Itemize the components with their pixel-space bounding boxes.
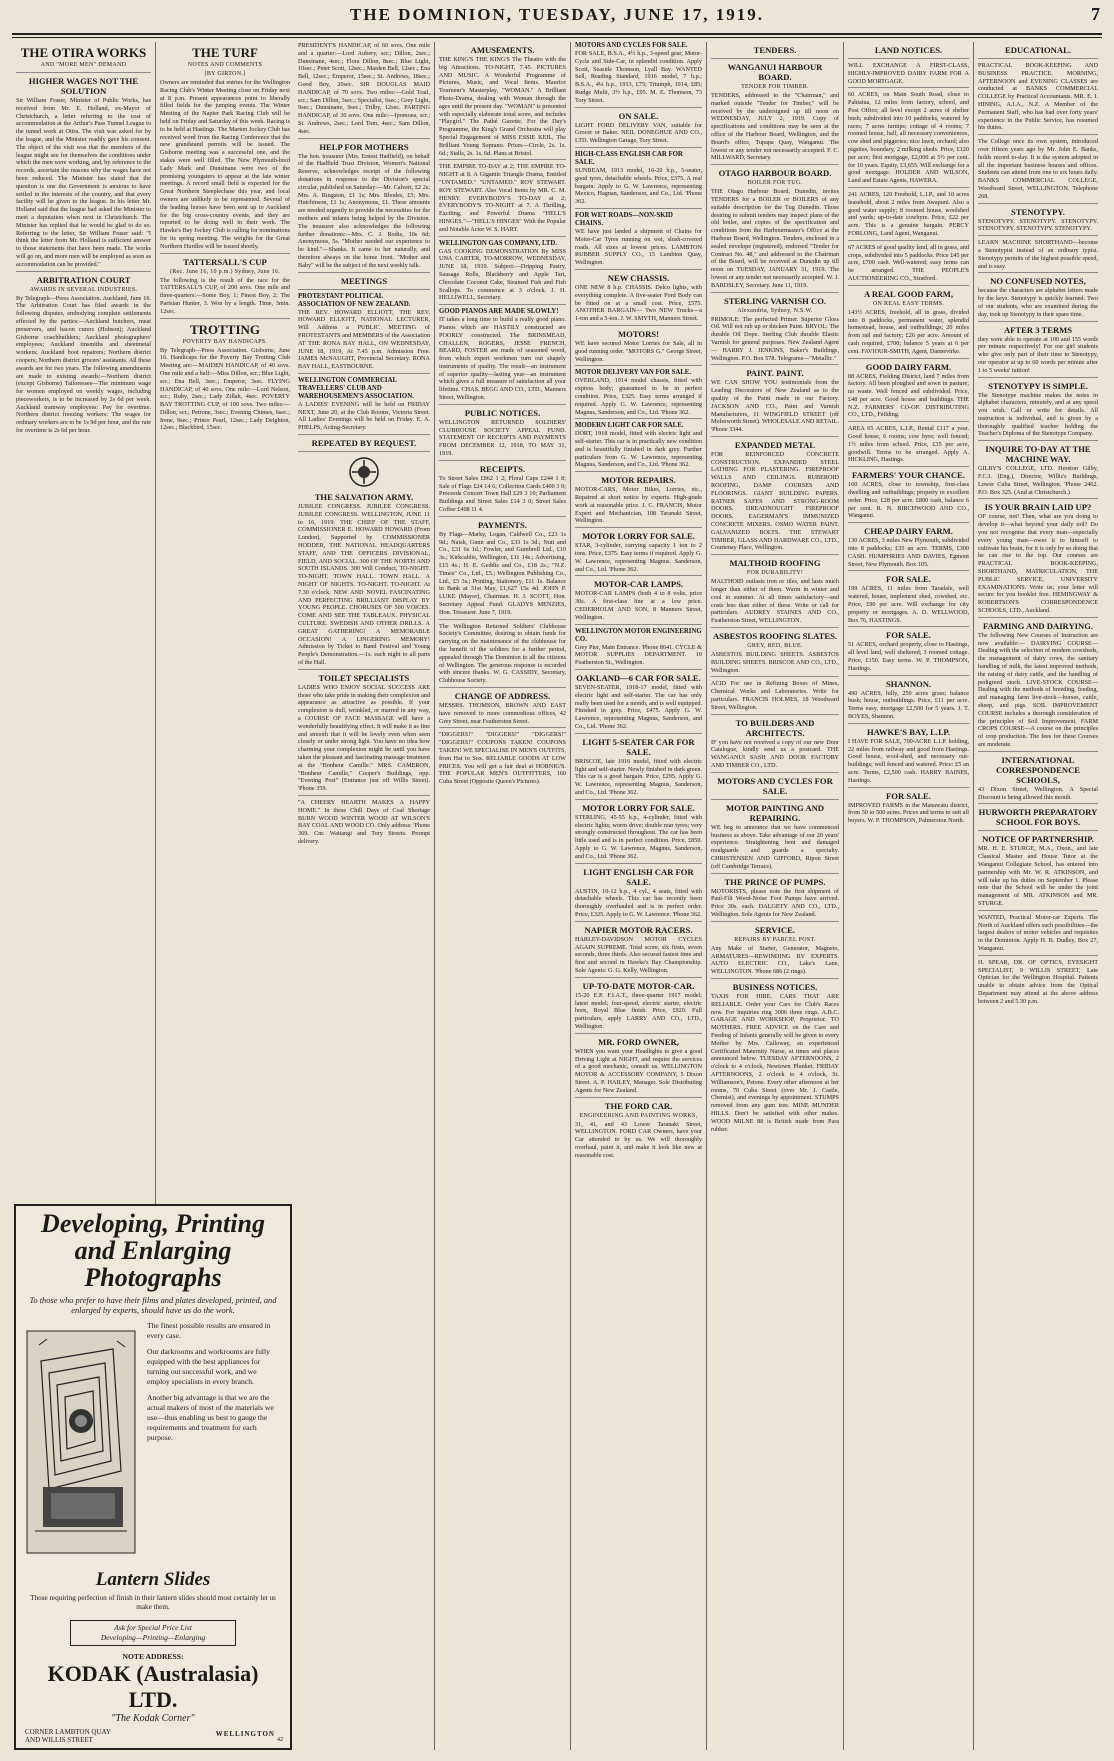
article-body: The hon. treasurer (Mrs. Ernest Hadfield), on behalf of the Hadfield Trust Division, Women's National Reserve, acknowledges receipt of the following donations in response to the Division's special circular, published on Saturday:—Mr. Calvert, £2 2s; Mrs. A. Ringston, £1 1s; Mrs. Rhodes, £5; Mrs. Hutchinson, £1 1s; Anonymous, £1. These amounts are needed urgently to provide the necessities for the mothers and infants being helped by the Division. The treasurer also acknowledges the following further donations:—Mrs. C. J. Rodie, 10s 6d; Anonymous, 5s. "Mother needed our experience to be kind."—Shanks. It came to her naturally, and therefore always on the home front. "Mother and Baby" will be the subject of the next weekly talk. [298,152,430,269]
ad-body: IMPROVED FARMS in the Manawatu district, from 50 to 500 acres. Prices and terms to suit all buyers. W. P. THOMPSON, Palmerston North. [848,801,969,825]
ad-protestant-association [298,293,430,374]
ad-headline: SERVICE. [754,924,796,935]
ad-body: GILBY'S COLLEGE, LTD. Hereton Gilby, F.C.I. (Eng.), Director, Willis's Buildings, Lower Cuba Street, Wellington. 'Phone 2462. P.O. Box 325. (And at Christchurch.) [978,465,1098,496]
price-list-line-1: Ask for Special Price List [114,1623,192,1632]
lantern-slides-blurb: Those requiring perfection of finish in their lantern slides should most certainly let us make them. [30,1594,276,1611]
edu-banks-college [978,138,1098,203]
ad-body: WE beg to announce that we have commenced business as above. Take advantage of our 20 years' experience. Straightening bent and damaged mudguards and guards a specialty. CHRISTENSEN AND GIFFORD, Ripon Street (off Cambridge Terrace). [711,823,839,870]
ad-empire-everybodys [439,163,566,236]
ad-body: ASBESTOS BUILDING SHEETS. ASBESTOS BUILDING SHEETS. BRISCOE AND CO., LTD., Wellington. [711,651,839,674]
article-subhead: AND "MORE MEN" DEMAND [40,62,127,68]
article-headline: HIGHER WAGES NOT THE SOLUTION [28,76,139,96]
ad-motor-4 [575,212,702,270]
ad-headline: STERLING VARNISH CO. [723,295,827,306]
ad-body: Grey Pier, Main Entrance. 'Phone 8641. CYCLE & MOTOR SUPPLIES DEPARTMENT. 10 Featherston St., Wellington. [575,643,702,667]
ad-motor-8 [575,422,702,472]
ad-headline: MOTOR LORRY FOR SALE. [582,531,695,542]
ad-subhead: ENGINEERING AND PAINTING WORKS, [579,1112,698,1119]
land-shannon [848,679,969,724]
ad-body: FOR SALE, B.S.A., 4½ h.p., 3-speed gear, Motor-Cycle and Side-Car, in splendid condition. Apply Scott, Seaside Thomson, Lyall Bay. WANTED Sell, Reading Standard, 1916 model, 7 h.p.; B.S.A., 4¼ h.p., 1913, £75; Triumph, 1914, £85; Rudge Multi, 3½ h.p., £95. M. E. Thomson, 73 Tory Street. [575,50,702,104]
ad-motor-6 [575,329,702,366]
ad-headline: GOOD PIANOS ARE MADE SLOWLY! [439,308,559,316]
ad-expanded-metal [711,440,839,555]
land-improved-farms [848,791,969,827]
kodak-ad-middle [21,1321,285,1565]
ad-headline: UP-TO-DATE MOTOR-CAR. [582,980,695,991]
ad-diggers-hornigs [439,731,566,788]
ad-body: IT takes a long time to build a really good piano. Pianos which are HASTILY constructed are POORLY constructed. The BRINSMEAD, CHALLEN, ROGERS, JESSE FRENCH, BEARD, FOSTER are made of seasoned wood, from which expert workmen turn out shapely instruments of quality. The result—an instrument of superior quality—lasting year—an instrument which gives a full measure of satisfaction all your lifetime. CHAS. BEGG AND CO., LTD., Manners Street, Wellington. [439,316,566,402]
section-educational [978,45,1098,59]
article-body: Owners are reminded that entries for the Wellington Racing Club's Winter Meeting close on Friday next at 8 p.m. Present appearances point to liberally filled fields for the jumping events. The Winter Meeting of the Napier Park Racing Club will be held on Friday and Saturday of this week. Racing is to be held at Hastings. The Marton Jockey Club has received word from the Racing Conference that the new grandstand permits will be issued. The Gisborne meeting was a successful one, and the stakes were well filled. The New Plymouth-bred Lady Mark and Dunsinane were two of the promising youngsters to appear at the late winter meetings. A record small field is expected for the Great Northern Steeplechase this year, and local owners are unlikely to be represented. Several of the leading horses have been sent up to Auckland for the big cross-country events, and they are reported to be doing well in their work. The Hawke's Bay Jockey Club is calling for nominations for its spring meeting. The weights for the Great Northern Hurdles will be issued shortly. [160,79,290,250]
article-otira-works [16,45,151,73]
masthead-rule [12,33,1102,38]
column-6 [706,42,843,1750]
edu-machine-shorthand [978,239,1098,273]
ad-headline: MOTOR LORRY FOR SALE. [582,802,695,813]
ad-body: WE have just landed a shipment of Chains for Motor-Car Tyres running on wet, slush-covered roads. All sizes at lowest prices. LAMBTON RUBBER SUPPLY CO., 15 Lambton Quay, Wellington. [575,227,702,267]
article-body: By Telegraph—Press Association. Auckland, June 16. The Arbitration Court has filed awards in the following disputes, embodying complete settlements effected by the parties:—Auckland butchers, meat preservers, and bacon curers (Hobson); Auckland Gisborne coachbuilders; Auckland photographers' employees; Auckland tinsmiths and sheetmetal workers; Auckland boot repairers; Northern district coopers; Northern district grocers' assistants. All these awards are for two years. The following amendments are made to existing awards:—Northern district (except Gisborne) Tailoresses—The minimum wage for women employed on weekly wages, including pieceworkers, is to be increased by 2s 6d per week. Auckland tramway employees: Pay for overtime. Northern district freezing workers: The wages for ordinary workers are to be 1s 9d per hour, and the rate for overtime is 2s 6d per hour. [16,294,151,435]
ad-body: BRISCOE, late 1916 model, fitted with electric light and self-starter. Newly finished in dark green. This car is a good bargain. Price, £295. Apply G. W. Lawrence, representing Magnus, Sanderson, and Co., Ltd. 'Phone 362. [575,757,702,796]
ad-good-pianos [439,308,566,405]
ad-subhead: TENDER FOR TIMBER. [741,84,809,90]
ad-body: Any Make of Starter, Generator, Magneto, ARMATURES—REWINDING BY EXPERTS. AUTO ELECTRIC CO., Lake's Lane, WELLINGTON. 'Phone 686 (2 rings). [711,944,839,976]
ad-repeated-by-request [298,438,430,452]
edu-stenotypy-banner [978,207,1098,237]
ad-motor-painting [711,803,839,874]
ad-headline: LIGHT 5-SEATER CAR FOR SALE. [582,736,695,757]
section-meetings [298,276,430,290]
ad-headline: NAPIER MOTOR RACERS. [584,924,693,935]
ad-headline: WELLINGTON COMMERCIAL TRAVELLERS' CLUB AND WAREHOUSEMEN'S ASSOCIATION. [298,376,414,400]
ad-headline: STENOTYPY. [1011,206,1065,217]
ad-body: TENDERS, addressed to the "Chairman," and marked outside "Tender for Timber," will be received by the undersigned up till noon on WEDNESDAY, JULY 2, 1919. Copy of specifications and conditions may be seen at the office of the Harbour Board, Wellington, and the Board's office, Tupapa Quay, Wanganui. The lowest or any tender not necessarily accepted. F. C. MILLWARD, Secretary. [711,92,839,162]
ad-headline: PAINT. PAINT. [746,368,804,379]
article-headline: THE OTIRA WORKS [20,45,147,60]
ad-body: The College once its own system, introduced over fifteen years ago by Mr. John E. Banks, holds record to-day. It is the system adopted in all the important business houses and offices. Students can attend from one to six hours daily. BANKS COMMERCIAL COLLEGE, Woodward Street, WELLINGTON. Telephone 268. [978,138,1098,200]
article-higher-wages [16,76,151,272]
article-tattersalls-cup [160,257,290,319]
article-help-for-mothers [298,142,430,273]
ad-headline: FARMING AND DAIRYING. [982,620,1094,631]
ad-headline: SHANNON. [885,678,932,689]
column-7 [843,42,973,1750]
section-headline: BUSINESS NOTICES. [732,981,818,992]
ad-paint [711,368,839,437]
ad-headline: THE SALVATION ARMY. [314,492,414,503]
ad-headline: MOTOR PAINTING AND REPAIRING. [725,802,825,823]
article-subhead: NOTES AND COMMENTS [187,62,263,68]
ad-body: TAXIS FOR HIRE. CARS THAT ARE RELIABLE. Order your Cars for Club's Races now. For inquiries ring 3006 three rings. A.B.C. GARAGE AND WORKSHOP, Proprietor. TO MOTHERS. FREE ADVICE on the Care and Feeding of Infants generally will be given to every Mother by Mrs. Calloway, an experienced Certificated Maternity Nurse, at times and places announced below. TUESDAY AFTERNOONS, 2 o'clock to 4 o'clock, Newtown Plunket. FRIDAY AFTERNOONS, 2 o'clock to 4 o'clock, St. Williamson's, Petone. Every other afternoon at her rooms, 70 Cuba Street (over Mr. J. Castle, Chemist), and evenings by appointment. STUMPS removed from any gum tree. MINE MUNDER HILLS. Don't be satisfied with other makes. WOOD MILNE 88 is British made from Para rubber. [711,992,839,1133]
ad-headline: A REAL GOOD FARM, [863,288,954,299]
ad-motor-14 [575,737,702,800]
ad-body: HARLEY-DAVIDSON MOTOR CYCLES AGAIN SUPREME. Total score, six firsts, seven seconds, three thirds. Also secured fastest time and first and second in Hawke's Bay Championship. Sole Agents: G. G. Kelly, Wellington. [575,935,702,974]
land-hawkes-bay [848,727,969,788]
lantern-slides-heading: Lantern Slides [95,1569,211,1590]
article-arbitration-court [16,275,151,437]
ad-prince-of-pumps [711,877,839,922]
ad-body: The Stenotype machine makes the notes in alphabet characters, minutely, and at any speed you wish. Call or write for details. All instruction is individual, and is given by a thoroughly qualified teacher holding the Teacher's Diploma of the Stenotype Company. [978,391,1098,438]
notice-payments [439,520,566,620]
article-body: Sir William Fraser, Minister of Public Works, has received from Mr. E. Holland, ex-Mayor of Christchurch, a letter referring to the cost of accommodation at the Arthur's Pass Tunnel League to the tunnel work at Otira. The visit was asked for by the league, and the Minister readily gave his consent. The object of the visit was that the members of the league might see for themselves the conditions under which the men were working, and, by reference to the records, ascertain the reasons why the wages have not been reduced. The Minister has stated that the question is one the Government is anxious to have settled in the interests of the country, and that every facility will be given to the league. In his letter Mr. Holland said that the league had asked the Minister to meet a deputation when next in Christchurch. The Minister has replied that he would be glad to do so. Referring to the letter, Sir William Fraser said: "I think the letter from Mr. Holland is sufficient answer to those statements that have been made. The works will go on, and more men will be employed as soon as accommodation can be provided." [16,97,151,268]
ad-headline: AFTER 3 TERMS [1003,324,1073,335]
ad-body: 60 ACRES, on Main South Road, close to Pahiatua, 12 miles from factory, school, and Post Office; all level except 2 acres of shelter bush; subdivided into 10 paddocks, watered by races; 7 acres turnips; cottage of 4 rooms; 7 roomed house, hall, all necessary conveniences, cow shed and piggeries; nice lawn, orchard; also pigsties, boundary, 2 milking sheds. Price, £120 per acre; first mortgage, £2,000 at 5½ per cent. for 10 years. Equity, £3,655. Will exchange for a good mortgage. HOLDER AND WILSON, Land and Estate Agents, HAWERA. [848,91,969,185]
ad-headline: TO BUILDERS AND ARCHITECTS. [735,717,815,738]
article-headline: HELP FOR MOTHERS [319,141,409,152]
notice-change-of-address [439,691,566,728]
ad-motor-7 [575,369,702,419]
ad-body: 241 ACRES, 120 Freehold, L.I.P., and 10 acres leasehold, about 2 miles from Awapuni. Also a good water supply; 8 roomed house, woolshed and yards; up-to-date cowbyre. Price, £22 per acre. This is a genuine bargain. PERCY FORLONG, Land Agent, Wanganui. [848,190,969,237]
ad-motor-17 [575,925,702,978]
section-tenders [711,45,839,59]
ad-body: 199 ACRES, 11 miles from Taradale, well watered, house, implement shed, cowshed, etc. Price, £90 per acre. Will exchange for city property or mortgages. A. D. WELLWOOD, Box 76, HASTINGS. [848,585,969,624]
salvation-army-crest-icon [347,455,381,489]
masthead-date: THE DOMINION, TUESDAY, JUNE 17, 1919. [350,5,764,24]
ad-asbestos-slates [711,631,839,677]
ad-subhead: FOR DURABILITY! [746,570,804,577]
ad-motor-18 [575,981,702,1034]
notice-body: By Flags—Marky, Logan, Caldwell Co., £23 1s 9d.; Naish, Gunn and Co., £33 1s 3d.; Nutt and Co., £31 6s 1d.; Fowler, and Gumbrell Ltd., £10 3s.; Kirkcaldie, Wellington, £11 14s.; Advertising, £15 4s.; H. E. Geddis and Co., £18 2s.; "N.Z. Times" Co., Ltd., £5.; Wellington Publishing Co., Ltd., £5 3s.; Printing, Stationery, £11 1s. Balance in Bank at 31st May, £1,627 15s 4d. JOHN P. LUKE (Mayor), Chairman. H. J. SCOTT, Hon. Secretary Appeal Fund. GLADYS MENZIES, Hon. Treasurer. June 7, 1919. [439,530,566,616]
ad-headline: IS YOUR BRAIN LAID UP? [984,502,1092,513]
land-for-sale-51 [848,630,969,675]
ad-body: LEARN MACHINE SHORTHAND—become a Stenotypist instead of an ordinary typist. Stenotypy permits of the highest possible speed, and is easy. [978,239,1098,270]
ad-headline: THE PRINCE OF PUMPS. [724,876,826,887]
land-for-sale-199 [848,574,969,627]
ad-toilet-specialists [298,673,430,796]
ad-body: THE KING'S THE KING'S The Theatre with the big Attractions. TO-NIGHT, 7.45. PICTURES AND MUSIC. A Wonderful Programme of Pictures, Music, and Vocal Items. Maurice Tourneur's Masterplay, "WOMAN." A Brilliant Photo-Drama, dealing with Woman through the ages until the present day. "WOMAN" is presented with especially elaborate tonal score, and includes "Playgirl." The Pathé Gazette. For the Day's Programme, the King's Grand Orchestra will play Special Engagement of MISS ESSIE KEIL, The Brilliant Young Soprano. Prices—Circle, 2s. 1s. 6d.; Stalls, 2s. 1s. 6d. Plans at Bristol. [439,56,566,157]
ad-subhead: BOILER FOR TUG. [747,180,803,187]
ad-body: 490 ACRES, hilly, 250 acres grass; balance bush; house, outbuildings. Price, £11 per acre. Terms easy, mortgage £2,500 for 5 years. J. T. BOYES, Shannon. [848,689,969,720]
ad-headline: FOR SALE. [886,790,931,801]
ad-headline: HIGH-CLASS ENGLISH CAR FOR SALE. [575,150,683,166]
kodak-address-line-1: CORNER LAMBTON QUAY [25,1728,111,1736]
ad-body: ONE NEW 8 h.p. CHASSIS. Delco lights, with everything complete. A five-seater Ford Body can be fitted on at a small cost. Price, £575. ANOTHER BARGAIN— Two NEW Trucks—a 1-ton and a 5-ton. J. W. SMYTH, Manners Street. [575,283,702,323]
ad-body: JUBILEE CONGRESS. JUBILEE CONGRESS. JUBILEE CONGRESS. WELLINGTON, JUNE 11 to 16, 1919. THE CHIEF OF THE STAFF, COMMISSIONER E. HOWARD HOWARD (From London), Supported by COMMISSIONER HODDER, THE NATIONAL HEADQUARTERS STAFF, AND THE OFFICERS DIVISIONAL, FIELD, AND SOCIAL. 300 OF THE NORTH AND SOUTH ISLANDS. 300 Will Conduct, TO-NIGHT. TO-NIGHT. TOWN HALL. TOWN HALL. A NIGHT OF NIGHTS. TO-NIGHT. TO-NIGHT. At 7.30 o'clock. NEW AND NOVEL FASCINATING AND PERFECTING BRILLIANT DISPLAY BY YOUNG PEOPLE. CHORUSES OF 500 VOICES. COME AND SEE THE TABLEAUX. PHYSICAL CULTURE. SWEDISH AND OTHER DRILLS. A GREAT GATHERING! A MEMORABLE OCCASION! A LINGERING MEMORY! Admission by Ticket to Band Festival and Young People's Demonstration.—1s. each night to all parts of the Hall. [298,503,430,667]
edu-inquire-today [978,444,1098,499]
section-business-notices [711,982,839,1135]
kodak-address-line-2: AND WILLIS STREET [25,1736,93,1744]
edu-after-3-terms [978,325,1098,378]
ad-body: STAR, 3-cylinder, carrying capacity 1 ton to 2 tons. Price, £375. Easy terms if required. Apply G. W. Lawrence, representing Magnus, Sanderson, and Co., Ltd. 'Phone 362. [575,542,702,573]
land-area-65 [848,425,969,467]
ad-motor-9 [575,475,702,528]
ad-motor-20 [575,1101,702,1162]
ad-subhead: Alexandria, Sydney, N.S.W. [737,307,813,314]
ad-motor-12 [575,628,702,670]
article-headline: ARBITRATION COURT [36,274,131,285]
article-subhead: POVERTY BAY HANDICAPS. [182,338,268,345]
ad-body: AREA 65 ACRES, L.I.P., Rental £117 a year. Good house, 6 rooms; cow byre; well fenced; 1½ miles from school. Price, £35 per acre, goodwill. Terms to be arranged. Apply A. HICKLING, Hastings. [848,425,969,464]
edu-partnership [978,834,1098,910]
ad-body: SUNBEAM, 1913 model, 16-20 h.p., 5-seater, good tyres, detachable wheels. Price, £375. A real bargain. Apply to G. W. Lawrence, representing Mexico, Hagnan, Sanderson, and Co., Ltd. 'Phone 362. [575,166,702,206]
ad-body: 88 ACRES, Fielding District, land 7 miles from factory. All been ploughed and sown in pasture; no waste. Well fenced and subdivided. Price, £48 per acre. Good house and buildings. THE N.Z. FARMERS' CO-OP. DISTRIBUTING CO., LTD., Feilding. [848,372,969,419]
ad-motor-5 [575,273,702,326]
ad-motor-2 [575,111,702,148]
ad-subhead: ON REAL EASY TERMS. [872,300,945,307]
article-body: PRESIDENT'S HANDICAP, of 60 sovs. One mile and a quarter:—Lord Aubery, scr.; Dillon, 2sec.; Dunsinane, 4sec.; Flora Dillon, 8sec.; Blue Light, 10sec.; Peter Scott, 12sec.; Maiden Bell, 12sec.; Ena Bell, 12sec.; Emperor, 15sec.; St. Andrews, 18sec.; Good Boy, 20sec. SIR DOUGLAS MAID HANDICAP, of 70 sovs. Two miles:—Gold Trail, scr.; Sam Dillon, 3sec.; Specialist, 6sec.; Grey Light, 9sec.; Dunsinane, 9sec.; Trilby, 12sec. PARTING HANDICAP, of 30 sovs. One mile:—Ipomoea, scr.; St. Andrews, 2sec.; Lord Tom, 4sec.; Sam Dillon, 4sec. [298,42,430,135]
land-real-good-farm [848,289,969,359]
ad-headline: INTERNATIONAL CORRESPONDENCE SCHOOLS, [995,754,1081,785]
ad-body: THE Otago Harbour Board, Dunedin, invites TENDERS for a BOILER or BOILERS of any suitable description for the Tug Dunedin. Those desiring to submit tenders may inspect plans of the old boiler, and copies of the specification and conditions from the Harbourmaster's Office at the Harbour Board, Wellington. Tenders, enclosed in a sealed envelope (registered), endorsed "Tender for Contract No. 48," and addressed to the Chairman of the Board, will be received at Dunedin up till noon on TUESDAY, JANUARY 31, 1919. The lowest or any tender not necessarily accepted. W. J. BARDSLEY, Secretary. June 11, 1919. [711,188,839,289]
ad-body: H. SPEAR, DR. OF OPTICS, EYESIGHT SPECIALIST, 9 WILLIS STREET, Late Optician for the Wellington Hospital. Patients unable to obtain advice from the Optical Department may attend at the above address between 2 and 5.30 p.m. [978,958,1098,1005]
ad-malthoid-roofing [711,558,839,628]
notice-headline: PAYMENTS. [478,519,527,530]
ad-reference-number: 42 [277,1737,283,1743]
article-the-turf [160,45,290,254]
notice-public-notices [439,408,566,461]
ad-body: LIGHT FORD DELIVERY VAN, suitable for Grocer or Baker. NEIL DONEGHUE AND CO., LTD. Wellington Garage, Tory Street. [575,121,702,145]
ad-motor-15 [575,803,702,864]
ad-headline: HAWKE'S BAY, L.I.P. [866,726,951,737]
ad-body: PRIMOLE: The perfected Primer. Superior Gloss Oil. Will not rub up or thicken Paint. BRYOL: The durable Oil Dope. Sterling Club durable Elastic Varnish for general purposes. New Zealand Agent— HARRY J. JENKINS, Baker's Buildings, Wellington. P.O. Box 578. Telegrams—"Metallic." [711,315,839,362]
section-headline: PUBLIC NOTICES. [464,407,541,418]
edu-hurworth [978,807,1098,831]
notice-body: WELLINGTON RETURNED SOLDIERS' CLUBHOUSE SOCIETY APPEAL FUND. STATEMENT OF RECEIPTS AND PAYMENTS FROM DECEMBER 12, 1918, TO MAY 31, 1919. [439,418,566,458]
kodak-brand-name: KODAK (Australasia) LTD. [47,1661,259,1712]
kodak-ad-frame [14,1204,292,1750]
ad-body: 130 ACRES, 3 miles New Plymouth, subdivided into 8 paddocks; £35 an acre. TERMS, £300 CASH. HUMPHRIES AND DAVIES, Egmont Street, New Plymouth. Box 105. [848,537,969,568]
notice-body: The Wellington Returned Soldiers' Clubhouse Society's Committee, desiring to obtain funds for carrying on the maintenance of the clubhouse for the benefit of the soldiers for a further period, appealed through The Dominion to all the citizens of Wellington. The generous response is recorded with sincere thanks. W. G. CASSIDY, Secretary, Clubhouse Society. [439,622,566,685]
ad-body: WILL EXCHANGE A FIRST-CLASS, HIGHLY-IMPROVED DAIRY FARM FOR A GOOD MORTGAGE. [848,62,969,85]
ad-body: I HAVE FOR SALE, 700-ACRE L.I.P. holding, 22 miles from railway and good from Hastings. Good house, wool-shed, and necessary out-buildings; well fenced and watered. Price: £5 an acre. Terms, £2,500 cash. HARRY BAINES, Hastings. [848,737,969,784]
ad-body: STERLING, 45-55 h.p., 4-cylinder, fitted with electric lights; worm drive; double rear tyres; very strongly constructed throughout. The car has been little used and is in perfect condition. Price, £850. Apply to G. W. Lawrence, Magnus, Sanderson, and Co., Ltd. 'Phone 362. [575,813,702,860]
article-subhead: (Rec. June 16, 10 p.m.) Sydney, June 16. [169,268,281,275]
notice-headline: CHANGE OF ADDRESS. [454,690,551,701]
kodak-ad-intro: To those who prefer to have their films and plates developed, printed, and enlarged by experts, should have us do the work. [29,1296,277,1315]
kodak-ad-blurbs [147,1321,275,1449]
ad-headline: PROTESTANT POLITICAL ASSOCIATION OF NEW ZEALAND. [298,292,411,308]
ad-headline: FOR SALE. [886,574,931,585]
column-5 [570,42,706,1750]
ad-body: MOTOR-CAR LAMPS (both 4 to 8 volts, price 30s. A first-class line at a low price. CEDERHOLM AND SON, 8 Manners Street, Wellington. [575,590,702,621]
edu-wanted [978,914,1098,956]
kodak-blurb-workrooms: Our darkrooms and workrooms are fully equipped with the best appliances for turning out successful work, and we employ specialists in every branch. [147,1347,270,1386]
ad-body: LADIES WHO ENJOY SOCIAL SUCCESS ARE those who take pride in making their complexion and appearance as attractive as possible. If your complexion is dull, wrinkled, or marred in any way, a COURSE OF FACE MASSAGE will have a wonderfully beautifying effect. It will make it as fine and smooth that it will be lovely even when seen closely or under strong light. You have no idea how charming your complexion might be until you have taken the pleasant and fascinating massage treatment at the "Bonheur Camille." MRS. CAMERON, "Bonheur Camille," Cooper's Buildings, opp. "Evening Post" (Entrance just off Willis Street). 'Phone 359. [298,683,430,793]
section-headline: MOTORS AND CYCLES FOR SALE. [717,775,833,796]
ad-body: OVERLAND, 1914 model chassis, fitted with express body; guaranteed to be in perfect condition. Price, £325. Easy terms arranged if required. Apply G. W. Lawrence, representing Magnus, Sanderson, and Co., Ltd. 'Phone 362. [575,377,702,416]
land-cheap-dairy-farm [848,526,969,571]
page-number: 7 [1091,4,1100,24]
kodak-advertisement [14,1200,292,1750]
ad-body: WANTED, Practical Motor-car Experts. The North of Auckland offers such possibilities—the largest dealers of motor vehicles and requisites in the Dominion. Apply H. B. Dudley, Box 27, Wanganui. [978,913,1099,952]
ad-body: IF you have not received a copy of our new Door Catalogue, kindly send us a postcard. THE WANGANUI SASH AND DOOR FACTORY AND TIMBER CO., LTD. [711,738,839,769]
column-8 [973,42,1102,1750]
ad-body: MALTHOID outlasts iron or tiles, and lasts much longer than either of them. Warm in winter and cool in summer. At all times satisfactory—and costs less than either of these. Write or call for particulars. AUDREY STAINES AND CO., Featherston Street, WELLINGTON. [711,578,839,625]
article-byline: [BY GIRTON.] [204,71,246,77]
ad-gas-company [439,240,566,306]
ad-headline: THE FORD CAR. [604,1100,673,1111]
ad-headline: WELLINGTON MOTOR ENGINEERING CO. [575,627,702,643]
ad-motor-19 [575,1037,702,1098]
ad-body: ACID For use in Refining Boxes of Mines, Chemical Works and Laboratories. Write for particulars. FRANCIS HOLMES, 18 Woodward Street, Wellington. [711,680,839,711]
ad-body: MOTORISTS, please note the first shipment of Paul-Filt Wood-Noise Foot Pumps have arrived. Price 30s. each. DALGETY AND CO., LTD., Wellington. Sole Agents for New Zealand. [711,887,839,918]
ad-acid [711,680,839,714]
land-farmers-chance [848,470,969,523]
folding-camera-illustration [21,1321,141,1561]
ad-body: "DIGGERS!" "DIGGERS!" "DIGGERS!" "DIGGERS!" COUPONS TAKEN! COUPONS TAKEN! WE SPECIALISE IN MEN'S OUTFITS, from Hat to Sox. RELIABLE GOODS AT LOW PRICES. You will get a fair deal at HORNIG'S. THE POPULAR MEN'S OUTFITTERS, 160 Cuba Street (Opposite Queen's Pictures). [439,731,566,786]
ad-sterling-varnish [711,296,839,366]
note-address-label: NOTE ADDRESS: [122,1652,184,1661]
ad-body: 160 ACRES, close to township, first-class dwelling and outbuildings; property in excellent order. Price, £28 per acre. £800 cash, balance 6 per cent. R. N. BIRCHWOOD AND CO., Wanganui. [848,481,969,520]
ad-kings-theatre [439,45,566,160]
edu-no-confused-notes [978,276,1098,321]
ad-body: 15-20 E.P. F.I.A.T., three-quarter 1917 model; latest model; four-speed, electric starter, electric horn, Royal Blue finish. Price, £920. Full particulars, apply LARRY AND CO., LTD., Wellington. [575,991,702,1030]
ad-body: 51 ACRES, orchard property, close to Hastings, all level land, well sheltered; 3 roomed cottage. Price, £150. Easy terms. W. P. THOMPSON, Hastings. [848,641,969,672]
ad-headline: FOR WET ROADS—NON-SKID CHAINS. [575,211,673,227]
kodak-ad-title: Developing, Printing and Enlarging Photographs [41,1209,265,1292]
tender-otago-harbour [711,168,839,292]
ad-headline: REPEATED BY REQUEST. [311,438,417,449]
section-land-notices [848,45,969,59]
kodak-blurb-results: The finest possible results are ensured in every case. [147,1321,271,1340]
ad-subhead: REPAIRS BY PARCEL POST. [734,936,816,943]
ad-headline: CHEAP DAIRY FARM. [864,526,953,537]
kodak-street-address [25,1728,135,1744]
edu-stenotypy-simple [978,381,1098,442]
article-trotting-continued [298,42,430,139]
ad-motor-3 [575,151,702,209]
land-good-dairy-farm [848,362,969,423]
kodak-city: WELLINGTON [215,1730,275,1738]
ad-headline: FOR SALE. [886,630,931,641]
ad-headline: STENOTYPY IS SIMPLE. [988,380,1088,391]
tender-wanganui-harbour [711,62,839,165]
ad-body: THE EMPIRE TO-DAY at 2; THE EMPIRE TO-NIGHT at 8. A Gigantic Triangle Drama, Entitled "UNTAMED." "UNTAMED." ROY STEWART. ROY STEWART. Also Vocal Items by MR. C. M. HENRY. EVERYBODY'S TO-DAY at 2; EVERYBODY'S TO-NIGHT at 7. A Thrilling, Exciting, and Powerful Drama "HELL'S HINGES."—"HELL'S HINGES" With the Popular and Notable Actor W. S. HART. [439,163,566,233]
notice-receipts [439,464,566,517]
column-4 [434,42,570,1750]
notice-body: To Street Sales £862 1 2; Floral Caps £244 1 8; Sale of Flags £24 14 6; Collection Cards £400 3 0; Proceeds Concert Town Hall £29 3 10; Parliament Buildings and Street Sales £14 3 0; Street Sales Coffee £408 11 4. [439,474,566,514]
ad-body: WE have secured Motor Lorries for Sale, all in good running order. "MOTORS G." George Street, Wellington. [575,339,702,363]
section-motors-cycles [711,776,839,800]
article-body: By Telegraph—Press Association. Gisborne, June 16. Handicaps for the Poverty Bay Trotting Club Meeting are:—MAIDEN HANDICAP, of 40 sovs. One mile and a half:—Miss Dillon, scr.; Blue Light, scr.; Ena Bell, 3sec.; Emperor, 3sec. FLYING HANDICAP, of 40 sovs. One mile:—Lord Nelson, scr.; Ruby, 2sec.; Lady Zillah, 4sec. POVERTY BAY TROTTING CUP, of 100 sovs. Two miles:—Dillon, scr.; Petrone, 3sec.; Evening Chimes, 6sec.; Irene, 9sec.; Prince Pearl, 12sec.; Lady Deighton, 12sec.; Blackbird, 15sec. [160,346,290,432]
edu-optician [978,959,1098,1008]
ad-body: WHEN you want your Headlights to give a good Driving Light at NIGHT, and require the services of a good mechanic, consult us. WELLINGTON MOTOR & ACCESSORY COMPANY, 5 Dixon Street. A. P. HAILEY, Manager. Sole Distributing Agents for New Zealand. [575,1047,702,1094]
article-headline: TATTERSALL'S CUP [183,256,267,267]
column-3 [294,42,434,1750]
land-exchange [848,62,969,88]
ad-body: 67 ACRES of good quality land, all in grass, and crops, subdivided into 5 paddocks. Price £45 per acre, £700 cash. Well-watered; easy terms can be arranged. THE PEOPLE'S AUCTIONEERING CO., Stratford. [848,243,969,282]
ad-body: OF course, not! Then, what are you doing to develop it—what beyond your daily toil? Do you not recognise that every man—especially every young man—owes it to himself to cultivate his brain, for it is only by so doing that he can rise to the top. Our courses are PRACTICAL BOOK-KEEPING, SHORTHAND, MATRICULATION, THE PUBLIC SERVICE, UNIVERSITY EXAMINATIONS. Write us; your letter will secure for you booklet free. HEMINGWAY & ROBERTSON'S CORRESPONDENCE SCHOOLS, LTD., Auckland. [978,513,1098,615]
kodak-blurb-makers: Another big advantage is that we are the actual makers of most of the materials we use—thus enabling us best to gauge the requirements and treatment for each purpose. [147,1393,274,1442]
notice-headline: RECEIPTS. [479,463,526,474]
ad-body: they were able to operate at 100 and 155 words per minute respectively! For our girl students who give only part of their time to Stenotypy, our operator at up to 60 words per minute after 1 to 5 weeks' tuition! [978,335,1098,374]
ad-body: 143½ ACRES, freehold, all in grass, divided into 8 paddocks, permanent water, splendid homestead, house, and outbuildings; 20 miles from rail and factory; £26 per acre. Amount of cash required, £700; balance 5 years at 6 per cent. FAVIOUR-SMITH, Agent, Dannevirke. [848,308,969,355]
ad-headline: GOOD DAIRY FARM. [865,361,952,372]
edu-book-keeping [978,62,1098,135]
ad-body: The following New Courses of Instruction are now available:— DAIRYING COURSE—Dealing with the selection of modern cowsheds, the management of dairy cows, the sanitary handling of milk, the latest improved methods, the raising of dairy cattle, and the handling of pedigreed stock. LIVE-STOCK COURSE—Dealing with the methods of breeding, feeding, and managing farm live-stock—horses, cattle, sheep, and pigs. SOIL IMPROVEMENT COURSE includes a thorough consideration of the principles of Soil Improvement. FARM CROPS COURSE—A course on the principles of crop production. The fees for these Courses are moderate. [978,631,1098,748]
ad-body: 31, 41, and 43 Lower Taranaki Street, WELLINGTON. FORD CAR Owners, have your Car attended to by us. We will thoroughly overhaul, paint it, and make it look like new at reasonable cost. [575,1120,702,1159]
ad-headline: EXPANDED METAL [734,439,816,450]
ad-salvation-army [298,455,430,670]
land-67-acres [848,244,969,286]
article-body: The following is the result of the race for the TATTERSALL'S CUP, of 200 sovs. One mile and three-quarters:—Some Boy, 1; Finest Boy, 2; The Parisian Hunter, 3. Won by a length. Time, 3min. 12sec. [160,276,290,315]
ad-subhead: GREY, RED, BLUE. [747,643,803,650]
ad-body: THE REV. HOWARD ELLIOTT, THE REV. HOWARD ELLIOTT, NATIONAL LECTURER, Will Address a PUBLIC MEETING of PROTESTANTS and MEMBERS of the Association AT THE RONA BAY HALL, ON WEDNESDAY, JUNE 18, 1919, At 7.45 p.m. Admission Free. JAMES McNAUGHT, Provincial Secretary. RONA BAY HALL, EASTBOURNE. [298,308,430,371]
price-list-line-2: Developing—Printing—Enlarging [100,1633,206,1642]
ad-headline: MOTOR DELIVERY VAN FOR SALE. [575,369,692,377]
ad-body: MOTOR-CARS, Motor Bikes, Lorries, etc., Repaired at short notice by experts. High-grade work at reasonable price. J. C. FRANCIS, Motor Expert and Mechanician, 108 Taranaki Street, Wellington. [575,486,702,525]
section-headline: LAND NOTICES. [874,45,943,55]
ad-motor-1 [575,42,702,108]
ad-body: PRACTICAL BOOK-KEEPING AND BUSINESS PRACTICE. MORNING, AFTERNOON and EVENING CLASSES are conducted at BANKS COMMERCIAL COLLEGE by Practical Accountants. MR. E. I. HINING, A.I.A., N.Z. A Member of the Permanent Staff, who has had over forty years' experience in the Public Service, has resumed his duties. [978,62,1098,132]
article-headline: TROTTING [189,321,261,337]
ad-headline: NOTICE OF PARTNERSHIP. [982,834,1094,845]
ad-body: WE CAN SHOW YOU testimonials from the Leading Decorators of New Zealand as to the quality of the Paint made in our Factory. JACKSON AND CO., Paint and Varnish Manufacturers, 11 WINGFIELD STREET (off Molesworth Street). WHOLESALE AND RETAIL. 'Phone 3344. [711,379,839,434]
ad-body: GAS COOKING DEMONSTRATION By MISS UNA CARTER, TO-MORROW, WEDNESDAY, JUNE 18, 1919. Subject:—Dripping Pastry, Sausage Rolls, Blackberry and Apple Tart, Chocolate Coconut Cake, Steamed Fish and Fish Scallops. To commence at 3 o'clock. J. H. HELLIWELL, Secretary. [439,247,566,302]
ad-builders-architects [711,718,839,773]
ad-headline: OAKLAND—6 CAR FOR SALE. [576,673,701,684]
notice-clubhouse-society [439,623,566,688]
land-241-acres [848,191,969,241]
ad-headline: LIGHT ENGLISH CAR FOR SALE. [583,866,694,887]
ad-body: 43 Dixon Street, Wellington. A Special Discount is being allowed this month. [978,785,1098,801]
ad-motor-11 [575,579,702,624]
ad-body: FOR REINFORCED CONCRETE CONSTRUCTION. EXPANDED STEEL LATHING FOR PLASTERING. FIREPROOF WALLS AND CEILINGS. RUBEROID ROOFING, DAMP COURSES AND FLOORINGS. GIANT BUILDING PAPERS. RATNER SAFES AND STRONG-ROOM DOORS. DREADNOUGHT FIREPROOF DOORS. EAGERMAN'S IMMUNIZED CONCRETE MIXERS. OSMO WATER PAINT. GALVANIZED BOLTS. THE STEWART TIMBER, GLASS AND HARDWARE CO., LTD., Courtenay Place, Wellington. [711,450,839,552]
ad-body: STENOTYPY. STENOTYPY. STENOTYPY. STENOTYPY. STENOTYPY. STENOTYPY. [978,217,1098,233]
kodak-corner-tagline: "The Kodak Corner" [111,1713,195,1724]
ad-headline: FARMERS' YOUR CHANCE. [852,470,965,481]
ad-body: DORT, 1918 model, fitted with electric light and self-starter. This car is in practically new condition and is beautifully finished in dark grey. Further particulars from G. W. Lawrence, representing Magnus, Sanderson, and Co., Ltd. 'Phone 362. [575,430,702,469]
ad-headline: HURWORTH PREPARATORY SCHOOL FOR BOYS. [978,807,1098,828]
ad-body: because the characters are alphabet letters made by the keys. Stenotypy is quickly learned. Two of our students, who are examined during the day, took up Stenotypy in their spare time. [978,287,1098,318]
ad-headline: MODERN LIGHT CAR FOR SALE. [575,422,684,430]
ad-body: AUSTIN, 10-12 h.p., 4 cyl., 4 seats, fitted with detachable wheels. This car has recently been thoroughly overhauled and is in perfect order. Price, £325. Apply to G. W. Lawrence. 'Phone 362. [575,887,702,918]
section-headline: AMUSEMENTS. [470,45,535,55]
ad-headline: OTAGO HARBOUR BOARD. [718,168,832,179]
section-headline: TENDERS. [753,45,797,55]
section-headline: EDUCATIONAL. [1005,45,1071,55]
ad-headline: TOILET SPECIALISTS [318,672,410,683]
ad-headline: MR. FORD OWNER, [598,1036,679,1047]
ad-headline: MOTORS AND CYCLES FOR SALE. [575,42,688,49]
section-headline: MEETINGS [340,275,388,286]
ad-headline: ASBESTOS ROOFING SLATES. [712,631,838,642]
ad-motor-13 [575,673,702,734]
ad-motor-10 [575,531,702,576]
ad-headline: WELLINGTON GAS COMPANY, LTD. [439,239,558,247]
ad-headline: MOTOR REPAIRS. [601,475,676,486]
ad-headline: MOTORS! [618,328,659,339]
kodak-address [21,1728,285,1744]
land-60-acres [848,91,969,188]
article-trotting [160,322,290,435]
ad-headline: ON SALE. [618,110,659,121]
ad-headline: INQUIRE TO-DAY AT THE MACHINE WAY. [985,444,1091,465]
ad-service-repairs [711,925,839,979]
ad-headline: NEW CHASSIS. [607,272,670,283]
article-headline: THE TURF [192,45,258,60]
ad-headline: MOTOR-CAR LAMPS. [593,579,684,590]
price-list-box [70,1620,236,1646]
ad-winter-wood [298,799,430,848]
article-subhead: AWARDS IN SEVERAL INDUSTRIES. [29,286,138,293]
ad-headline: NO CONFUSED NOTES, [990,276,1086,287]
ad-body: MR. H. E. STURGE, M.A., Oxon., and late Classical Master and House Tutor at the Wanganui Collegiate School, has entered into partnership with Mr. W. R. ATKINSON, and will take up his duties on September 1. Please note that the School will be under the joint management of MR. ATKINSON and MR. STURGE. [978,845,1098,907]
ad-body: A LADIES' EVENING will be held on FRIDAY NEXT, June 20, at the Club Rooms, Victoria Street. All Ladies' Evenings will be held on Friday. E. A. PHELPS, Acting-Secretary. [298,400,430,432]
masthead [0,0,1114,44]
ad-body: SEVEN-SEATER, 1918-17 model, fitted with electric light and self-starter. The car has only really been used for a month, and is well equipped. Finished in grey. Price, £475. Apply G. W. Lawrence, representing Magnus, Sanderson, and Co., Ltd. 'Phone 362. [575,684,702,731]
ad-body: "A CHEERY HEARTH MAKES A HAPPY HOME." In these Chill Days of Coal Shortage BURN WOOD WINTER WOOD AT WILSON'S BAY COAL AND WOOD CO. Only address: 'Phone 369. Cnr. Waitangi and Tory Streets. Prompt delivery. [298,798,430,845]
ad-headline: MALTHOID ROOFING [729,558,821,569]
edu-ics [978,755,1098,805]
edu-farming-dairying [978,621,1098,752]
ad-commercial-travellers [298,377,430,435]
notice-body: MESSRS. THOMSON, BROWN AND EAST have removed to more commodious offices, 42 Grey Street, near Featherston Street. [439,701,566,725]
ad-headline: WANGANUI HARBOUR BOARD. [727,62,823,82]
edu-brain-laid-up [978,502,1098,617]
ad-motor-16 [575,867,702,922]
